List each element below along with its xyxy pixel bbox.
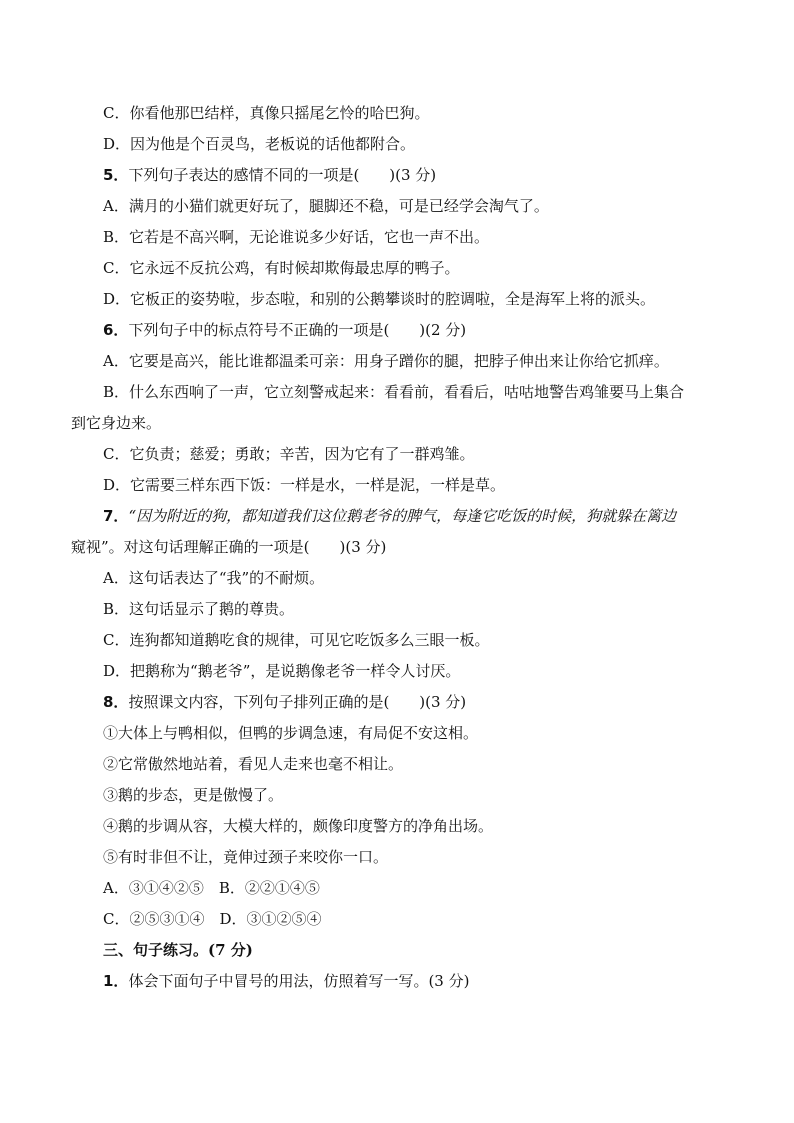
q5-option-c: C．它永远不反抗公鸡，有时候却欺侮最忠厚的鸭子。: [103, 259, 460, 277]
q8-sentence-4: ④鹅的步调从容，大模大样的，颇像印度警方的净角出场。: [103, 817, 494, 835]
q8-options-ab: A．③①④②⑤ B．②②①④⑤: [103, 879, 320, 897]
q5-option-a: A．满月的小猫们就更好玩了，腿脚还不稳，可是已经学会淘气了。: [103, 197, 549, 215]
q6-option-b-cont: 到它身边来。: [71, 414, 162, 432]
q8-options-cd: C．②⑤③①④ D．③①②⑤④: [103, 910, 322, 928]
q7-option-b: B．这句话显示了鹅的尊贵。: [103, 600, 295, 618]
q8-sentence-1: ①大体上与鸭相似，但鸭的步调急速，有局促不安这相。: [103, 724, 479, 742]
question-number: 1．: [103, 972, 129, 990]
section-heading: 三、句子练习。(7 分): [103, 941, 253, 959]
q6-option-a: A．它要是高兴，能比谁都温柔可亲：用身子蹭你的腿，把脖子伸出来让你给它抓痒。: [103, 352, 669, 370]
question-number: 8．: [103, 693, 129, 711]
question-6: 6．下列句子中的标点符号不正确的一项是( )(2 分): [103, 321, 467, 339]
question-number: 7．: [103, 507, 129, 525]
q7-option-d: D．把鹅称为“鹅老爷”，是说鹅像老爷一样令人讨厌。: [103, 662, 461, 680]
question-5: 5．下列句子表达的感情不同的一项是( )(3 分): [103, 166, 437, 184]
q5-option-b: B．它若是不高兴啊，无论谁说多少好话，它也一声不出。: [103, 228, 490, 246]
q7-option-a: A．这句话表达了“我”的不耐烦。: [103, 569, 325, 587]
q6-option-b: B．什么东西响了一声，它立刻警戒起来：看看前，看看后，咕咕地警告鸡雏要马上集合: [103, 383, 685, 401]
q4-option-c: C．你看他那巴结样，真像只摇尾乞怜的哈巴狗。: [103, 104, 430, 122]
question-number: 6．: [103, 321, 129, 339]
q6-option-d: D．它需要三样东西下饭：一样是水，一样是泥，一样是草。: [103, 476, 506, 494]
q6-option-c: C．它负责；慈爱；勇敢；辛苦，因为它有了一群鸡雏。: [103, 445, 475, 463]
q7-option-c: C．连狗都知道鹅吃食的规律，可见它吃饭多么三眼一板。: [103, 631, 490, 649]
section-question-1: 1．体会下面句子中冒号的用法，仿照着写一写。(3 分): [103, 972, 470, 990]
question-7-cont: 窥视”。对这句话理解正确的一项是( )(3 分): [71, 538, 387, 556]
question-7: 7．“因为附近的狗，都知道我们这位鹅老爷的脾气，每逢它吃饭的时候，狗就躲在篱边: [103, 507, 677, 525]
q8-sentence-2: ②它常傲然地站着，看见人走来也毫不相让。: [103, 755, 404, 773]
q8-sentence-5: ⑤有时非但不让，竟伸过颈子来咬你一口。: [103, 848, 389, 866]
q8-sentence-3: ③鹅的步态，更是傲慢了。: [103, 786, 284, 804]
q4-option-d: D．因为他是个百灵鸟，老板说的话他都附合。: [103, 135, 416, 153]
q5-option-d: D．它板正的姿势啦，步态啦，和别的公鹅攀谈时的腔调啦，全是海军上将的派头。: [103, 290, 656, 308]
question-number: 5．: [103, 166, 129, 184]
question-8: 8．按照课文内容，下列句子排列正确的是( )(3 分): [103, 693, 467, 711]
